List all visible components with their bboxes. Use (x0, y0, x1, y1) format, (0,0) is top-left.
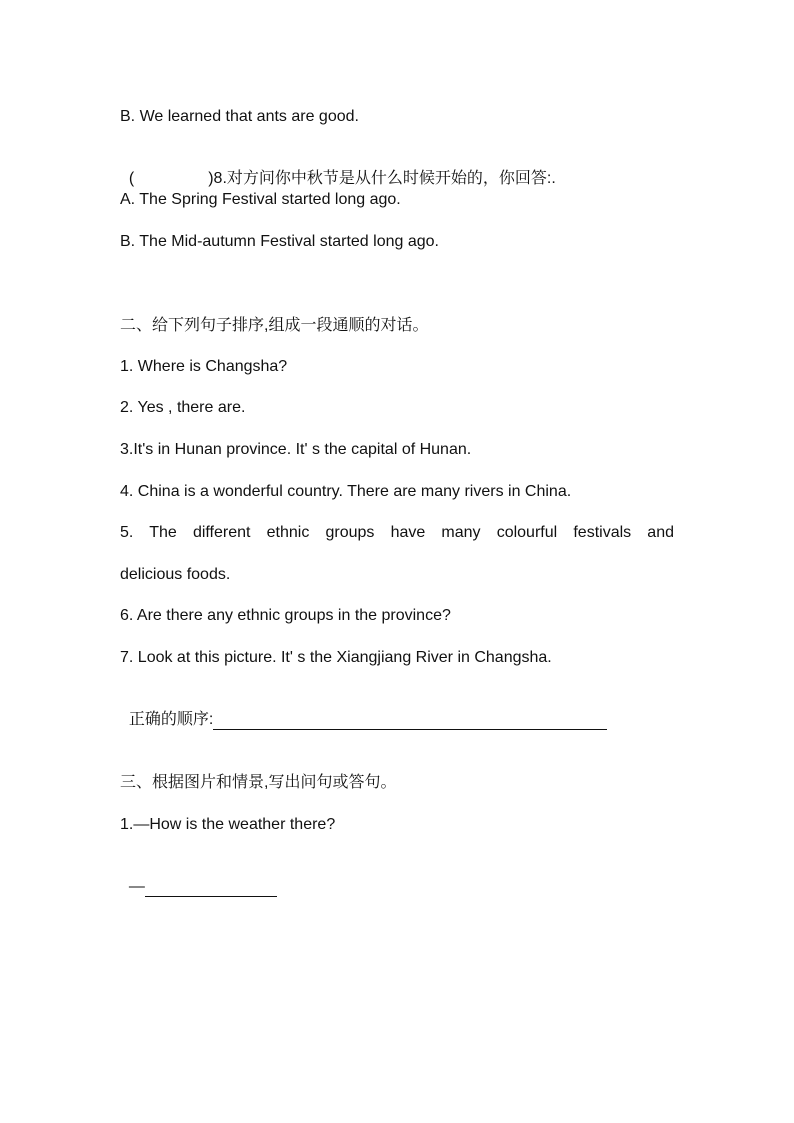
q8-option-a: A. The Spring Festival started long ago. (120, 191, 401, 208)
answer-order-row (120, 690, 607, 730)
section3-question-1: 1.—How is the weather there? (120, 816, 336, 833)
list-item: 3.It's in Hunan province. It' s the capital of Hunan. (120, 441, 472, 458)
list-item: 7. Look at this picture. It' s the Xiangjiang River in Changsha. (120, 649, 552, 666)
answer-dash: — (128, 878, 145, 895)
section3-heading: 三、根据图片和情景,写出问句或答句。 (120, 774, 397, 791)
list-item: 2. Yes , there are. (120, 399, 246, 416)
answer-order-label: 正确的顺序: (128, 711, 214, 728)
section3-answer-row (120, 857, 277, 897)
answer-order-blank[interactable] (213, 711, 607, 730)
list-item: 4. China is a wonderful country. There are many rivers in China. (120, 483, 572, 500)
q8-option-b: B. The Mid-autumn Festival started long ago. (120, 233, 439, 250)
q8-open-paren: ( (128, 170, 135, 187)
list-item: 5. The different ethnic groups have many colourful festivals and (120, 524, 674, 541)
list-item: 1. Where is Changsha? (120, 358, 288, 375)
q8-text: )8.对方问你中秋节是从什么时候开始的，你回答:. (208, 170, 556, 187)
section2-heading: 二、给下列句子排序,组成一段通顺的对话。 (120, 317, 429, 334)
line-b7: B. We learned that ants are good. (120, 108, 359, 125)
list-item-continuation: delicious foods. (120, 566, 231, 583)
answer-blank[interactable] (145, 878, 277, 897)
question-8 (120, 149, 556, 189)
list-item: 6. Are there any ethnic groups in the province? (120, 607, 451, 624)
